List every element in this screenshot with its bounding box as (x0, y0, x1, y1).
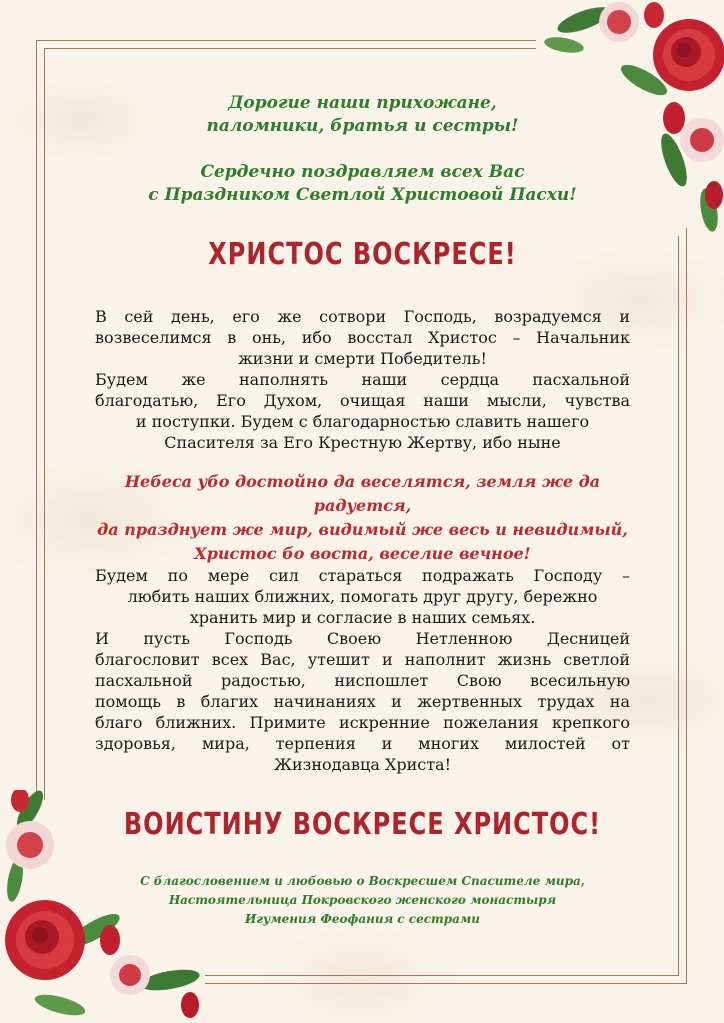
paragraph-2 (95, 565, 630, 775)
greeting-line: паломники, братья и сестры! (206, 116, 519, 136)
greeting-line: Дорогие наши прихожане, (228, 93, 497, 113)
greeting-line (95, 138, 630, 161)
frame-inner-right-line (678, 236, 679, 976)
paragraph-line: пасхальной радостью, ниспошлет Свою всесильную (95, 671, 630, 690)
greeting-line: Сердечно поздравляем всех Вас (200, 162, 525, 182)
frame-inner-bottom-line (205, 975, 679, 976)
heading-christ-is-risen: ХРИСТОС ВОСКРЕСЕ! (208, 236, 517, 272)
paragraph-line: И пусть Господь Своею Нетленною Десницей (95, 629, 630, 648)
signature-block (95, 872, 630, 929)
paragraph-line: В сей день, его же сотвори Господь, возрадуемся и (95, 307, 630, 326)
signature-line: С благословением и любовью о Воскресшем Спасителе мира, (140, 874, 585, 888)
paragraph-line: благодатью, Его Духом, очищая наши мысли, чувства (95, 391, 630, 410)
paragraph-line: Жизнодавца Христа! (273, 755, 452, 774)
rose-icon (5, 900, 85, 980)
paragraph-1 (95, 306, 630, 453)
paschal-hymn (95, 470, 630, 566)
frame-top-line (36, 40, 536, 41)
paragraph-line: любить наших ближних, помогать друг другу, бережно (127, 587, 598, 606)
greeting-line: с Праздником Светлой Христовой Пасхи! (148, 185, 577, 205)
frame-right-line (686, 228, 687, 984)
rose-icon (653, 19, 724, 91)
paragraph-line: Будем по мере сил стараться подражать Господу – (95, 566, 630, 585)
greeting-block (95, 92, 630, 207)
paragraph-line: жизни и смерти Победитель! (238, 349, 487, 368)
heading-truly-risen: ВОИСТИНУ ВОСКРЕСЕ ХРИСТОС! (123, 806, 602, 842)
paragraph-line: Спасителя за Его Крестную Жертву, ибо ныне (164, 433, 561, 452)
paragraph-line: помощь в благих начинаниях и жертвенных трудах на (95, 692, 630, 711)
paragraph-line: благо ближних. Примите искренние пожелания крепкого (95, 713, 630, 732)
paragraph-line: возвеселимся в онь, ибо восстал Христос – Начальник (95, 328, 630, 347)
signature-line: Игумения Феофания с сестрами (244, 912, 481, 926)
hymn-line: Христос бо воста, веселие вечное! (194, 544, 531, 563)
hymn-line: да празднует же мир, видимый же весь и невидимый, (97, 520, 628, 539)
hymn-line: Небеса убо достойно да веселятся, земля же да радуется, (124, 472, 601, 515)
paragraph-line: Будем же наполнять наши сердца пасхальной (95, 370, 630, 389)
signature-line: Настоятельница Покровского женского монастыря (168, 893, 557, 907)
paragraph-line: и поступки. Будем с благодарностью славить нашего (135, 412, 590, 431)
frame-left-line (36, 40, 37, 800)
paragraph-line: здоровья, мира, терпения и многих милостей от (95, 734, 630, 753)
frame-inner-top-line (44, 48, 536, 49)
paragraph-line: хранить мир и согласие в наших семьях. (189, 608, 536, 627)
frame-inner-left-line (44, 48, 45, 800)
frame-bottom-line (205, 983, 687, 984)
paragraph-line: благословит всех Вас, утешит и наполнит жизнь светлой (95, 650, 630, 669)
